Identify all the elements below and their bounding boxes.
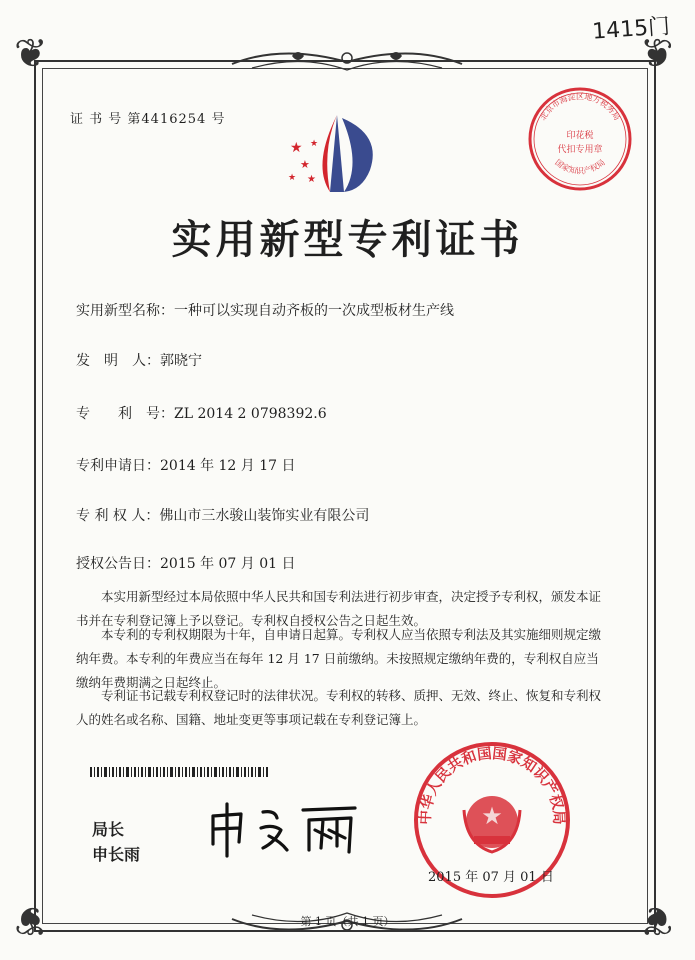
seal-small-bottom-text: 国家知识产权局	[553, 157, 607, 176]
official-seal-text: 中华人民共和国国家知识产权局	[417, 746, 567, 825]
corner-ornament-bottom-right: ❦	[640, 897, 674, 943]
barcode	[90, 767, 270, 777]
field-label: 专 利 号：	[76, 406, 174, 422]
director-title: 局长	[92, 820, 125, 839]
field-value: 郭晓宁	[160, 353, 202, 369]
notice-paragraph-1: 本实用新型经过本局依照中华人民共和国专利法进行初步审查，决定授予专利权，颁发本证书并在专利登记簿上予以登记。专利权自授权公告之日起生效。	[76, 588, 602, 628]
field-value: 一种可以实现自动齐板的一次成型板材生产线	[174, 303, 454, 319]
corner-ornament-top-left: ❦	[14, 31, 48, 77]
notice-paragraph-2: 本专利的专利权期限为十年，自申请日起算。专利权人应当依照专利法及其实施细则规定缴纳年费。本专利的年费应当在每年 12 月 17 日前缴纳。未按照规定缴纳年费的，专利权自应当缴纳年费期满之日起终止。	[76, 626, 602, 690]
field-value: 2014 年 12 月 17 日	[160, 458, 296, 474]
tax-stamp-seal	[525, 84, 635, 194]
field-value: ZL 2014 2 0798392.6	[174, 406, 327, 422]
certificate-number-value: 4416254	[141, 112, 207, 127]
svg-text:国家知识产权局	[553, 158, 606, 176]
svg-text:★: ★	[288, 173, 297, 183]
svg-text:★: ★	[290, 140, 303, 156]
field-patentee	[76, 505, 369, 525]
field-label: 实用新型名称：	[76, 303, 174, 319]
page-number: 第 1 页（共 1 页）	[300, 915, 395, 928]
field-value: 佛山市三水骏山装饰实业有限公司	[159, 508, 370, 524]
notice-paragraph-3: 专利证书记载专利权登记时的法律状况。专利权的转移、质押、无效、终止、恢复和专利权人的姓名或名称、国籍、地址变更等事项记载在专利登记簿上。	[76, 687, 602, 727]
seal-small-line1: 印花税	[566, 131, 594, 141]
field-patent-number	[76, 403, 327, 423]
field-utility-model-name	[76, 300, 454, 320]
field-label: 专利申请日：	[76, 458, 160, 474]
field-label: 发 明 人：	[76, 353, 160, 369]
field-label: 专 利 权 人：	[76, 508, 160, 524]
field-value: 2015 年 07 月 01 日	[160, 556, 296, 572]
cnipa-logo-icon	[282, 110, 392, 200]
field-grant-date	[76, 553, 296, 573]
svg-text:★: ★	[307, 174, 316, 185]
certificate-number-suffix: 号	[211, 112, 226, 127]
certificate-title: 实用新型专利证书	[171, 216, 524, 263]
svg-text:★: ★	[481, 802, 503, 830]
corner-ornament-bottom-left: ❦	[14, 897, 48, 943]
certificate-number	[70, 108, 225, 127]
national-emblem-icon	[464, 796, 520, 852]
svg-text:★: ★	[310, 139, 319, 149]
director-signature	[205, 798, 365, 858]
field-application-date	[76, 455, 296, 475]
seal-small-line2: 代扣专用章	[557, 145, 603, 155]
corner-ornament-top-right: ❦	[640, 31, 674, 77]
official-seal-date: 2015 年 07 月 01 日	[428, 870, 554, 885]
handwritten-note: 1415门	[591, 14, 671, 45]
director-name: 申长雨	[92, 845, 141, 864]
field-label: 授权公告日：	[76, 556, 160, 572]
svg-text:★: ★	[300, 158, 310, 171]
svg-text:北京市海淀区地方税务局	[537, 91, 621, 122]
seal-small-top-text: 北京市海淀区地方税务局	[538, 92, 622, 122]
top-ornament	[222, 44, 472, 78]
field-inventor	[76, 350, 202, 370]
certificate-number-label: 证 书 号 第	[70, 112, 142, 127]
